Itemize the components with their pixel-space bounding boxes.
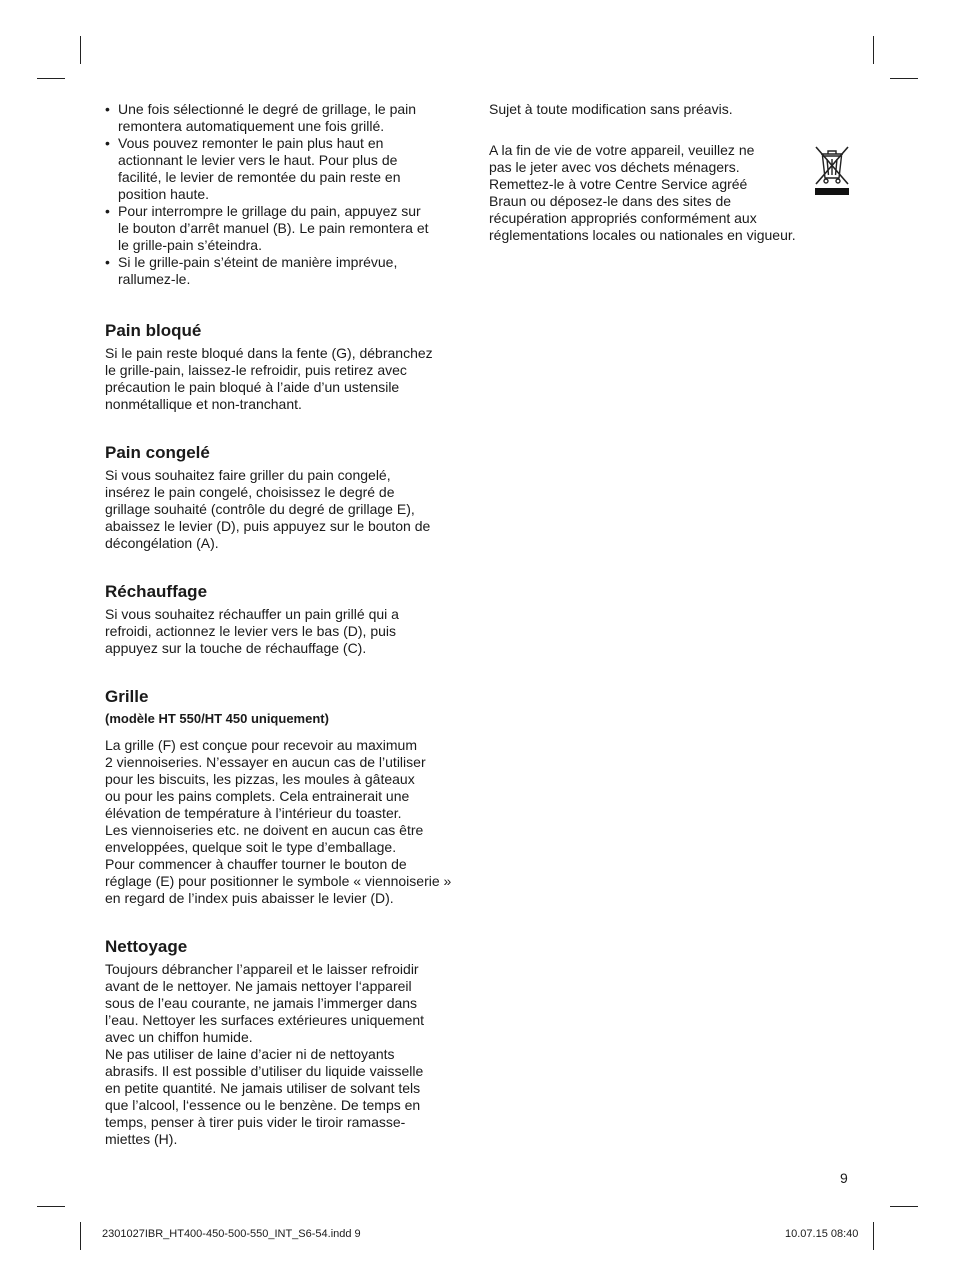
section-title: Pain bloqué xyxy=(105,321,202,340)
section-body: Si vous souhaitez faire griller du pain congelé, insérez le pain congelé, choisissez le degré de grillage souhaité (contrôle du degré de grillage E), abaissez le levier (D), puis appuyez sur le bouton de décongélation (A). xyxy=(105,467,431,551)
section-body: Toujours débrancher l’appareil et le laisser refroidir avant de le nettoyer. Ne jamais nettoyer l‘appareil sous de l’eau courante, ne jamais l’immerger dans l’eau. Nettoyer les surfaces extérieures uniquement avec un chiffon humide. Ne pas utiliser de laine d’acier ni de nettoyants abrasifs. Il est possible d’utiliser du liquide vaisselle en petite quantité. Ne jamais utiliser de solvant tels que l’alcool, l‘essence ou le benzène. De temps en temps, penser à tirer puis vider le tiroir ramasse- miettes (H). xyxy=(105,961,425,1147)
crop-mark xyxy=(80,1222,81,1250)
list-item: • Pour interrompre le grillage du pain, appuyez sur le bouton d’arrêt manuel (B). Le pain remontera et le grille-pain s’éteindra. xyxy=(105,203,470,254)
section-body: Si vous souhaitez réchauffer un pain grillé qui a refroidi, actionnez le levier vers le bas (D), puis appuyez sur la touche de réchauffage (C). xyxy=(105,606,399,656)
crop-mark xyxy=(37,78,65,79)
section-grille xyxy=(105,687,470,907)
disposal-text: A la fin de vie de votre appareil, veuillez ne pas le jeter avec vos déchets ménagers. Remettez-le à votre Centre Service agréé Braun ou déposez-le dans des sites de récupération appropriés conformément aux réglementations locales ou nationales en vigueur. xyxy=(489,142,796,243)
list-item: • Vous pouvez remonter le pain plus haut en actionnant le levier vers le haut. Pour plus de facilité, le levier de remontée du pain reste en position haute. xyxy=(105,135,470,203)
left-column xyxy=(105,101,470,1148)
section-title: Nettoyage xyxy=(105,937,188,956)
list-item: • Si le grille-pain s’éteint de manière imprévue, rallumez-le. xyxy=(105,254,470,288)
section-pain-congele xyxy=(105,443,470,552)
section-pain-bloque xyxy=(105,321,470,413)
page-number: 9 xyxy=(840,1170,848,1186)
crop-mark xyxy=(873,36,874,64)
crop-mark xyxy=(37,1206,65,1207)
crop-mark xyxy=(80,36,81,64)
right-column xyxy=(489,101,839,244)
section-title: Réchauffage xyxy=(105,582,208,601)
crop-mark xyxy=(890,78,918,79)
section-body: La grille (F) est conçue pour recevoir au maximum 2 viennoiseries. N’essayer en aucun cas de l’utiliser pour les biscuits, les pizzas, les moules à gâteaux ou pour les pains complets. Cela entrainerait une élévation de température à l’intérieur du toaster. Les viennoiseries etc. ne doivent en aucun cas être enveloppées, quelque soit le type d’emballage. Pour commencer à chauffer tourner le bouton de réglage (E) pour positionner le symbole « viennoiserie » en regard de l’index puis abaisser le levier (D). xyxy=(105,737,452,906)
section-rechauffage xyxy=(105,582,470,657)
section-title: Pain congelé xyxy=(105,443,210,462)
section-title: Grille xyxy=(105,687,149,706)
footer-date-time: 10.07.15 08:40 xyxy=(785,1228,859,1240)
crossed-out-wheelie-bin-icon xyxy=(813,144,851,196)
disposal-block xyxy=(489,142,839,244)
notice-text: Sujet à toute modification sans préavis. xyxy=(489,101,733,117)
section-nettoyage xyxy=(105,937,470,1148)
crop-mark xyxy=(873,1222,874,1250)
section-body: Si le pain reste bloqué dans la fente (G), débranchez le grille-pain, laissez-le refroidir, puis retirez avec précaution le pain bloqué à l’aide d’un ustensile nonmétallique et non-tranchant. xyxy=(105,345,433,412)
crop-mark xyxy=(890,1206,918,1207)
section-subtitle: (modèle HT 550/HT 450 uniquement) xyxy=(105,711,329,726)
footer-file-info: 2301027IBR_HT400-450-500-550_INT_S6-54.indd 9 xyxy=(102,1228,361,1240)
list-item: • Une fois sélectionné le degré de grillage, le pain remontera automatiquement une fois grillé. xyxy=(105,101,470,135)
bullet-list xyxy=(105,101,470,288)
